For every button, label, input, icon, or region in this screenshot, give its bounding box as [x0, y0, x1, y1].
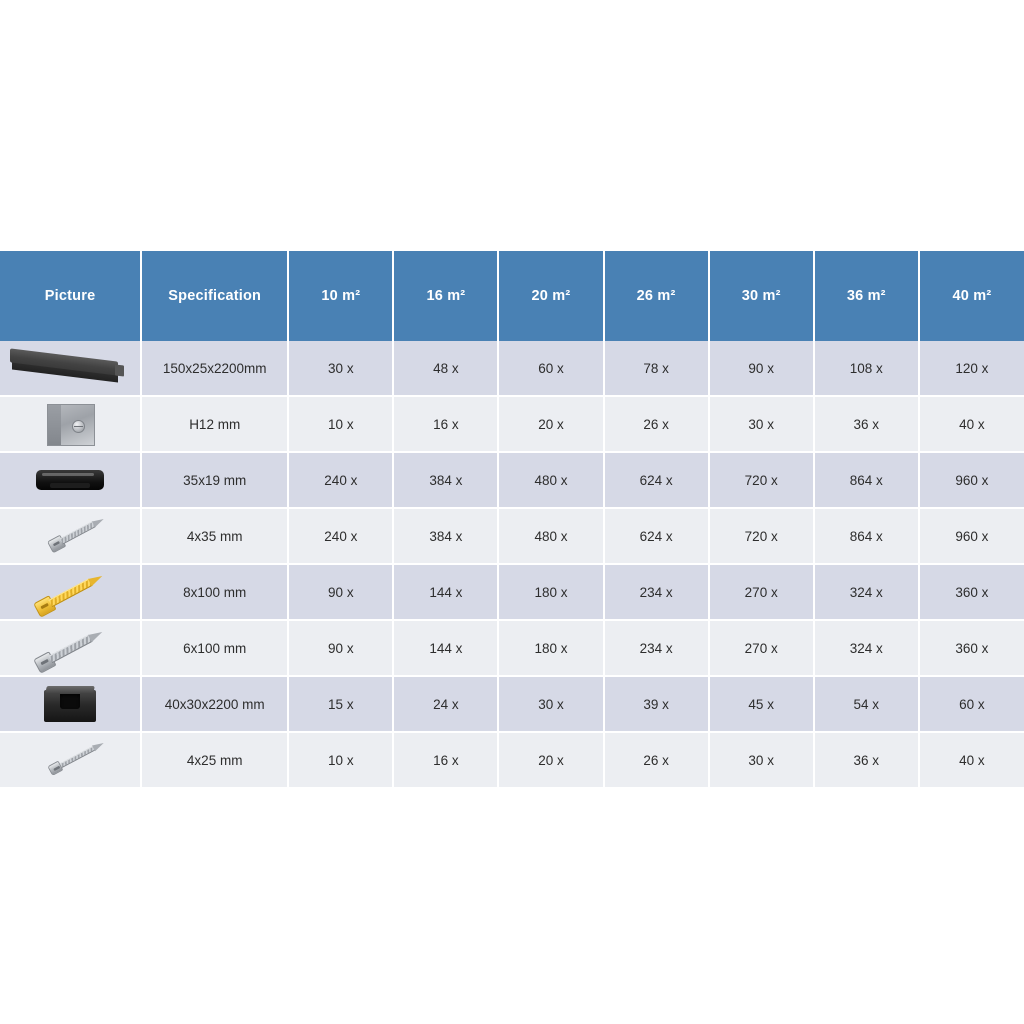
column-header-30m2: 30 m² — [709, 251, 814, 341]
specification-cell: 150x25x2200mm — [141, 341, 288, 396]
decking-board-icon — [10, 351, 122, 383]
picture-cell — [0, 508, 141, 564]
steel-screw-icon — [47, 519, 94, 552]
quantity-cell-30m2: 30 x — [709, 396, 814, 452]
quantity-cell-20m2: 480 x — [498, 508, 603, 564]
quantity-cell-40m2: 360 x — [919, 620, 1024, 676]
metal-bracket-plate-icon — [47, 404, 95, 446]
quantity-cell-36m2: 864 x — [814, 452, 919, 508]
picture-cell — [0, 732, 141, 788]
column-header-16m2: 16 m² — [393, 251, 498, 341]
quantity-cell-30m2: 30 x — [709, 732, 814, 788]
picture-cell — [0, 564, 141, 620]
quantity-cell-10m2: 10 x — [288, 396, 393, 452]
quantity-cell-36m2: 324 x — [814, 564, 919, 620]
specification-cell: 8x100 mm — [141, 564, 288, 620]
specification-cell: 4x35 mm — [141, 508, 288, 564]
quantity-cell-16m2: 24 x — [393, 676, 498, 732]
quantity-cell-40m2: 60 x — [919, 676, 1024, 732]
quantity-cell-26m2: 624 x — [604, 508, 709, 564]
quantity-cell-26m2: 39 x — [604, 676, 709, 732]
quantity-cell-16m2: 16 x — [393, 396, 498, 452]
quantity-cell-30m2: 270 x — [709, 620, 814, 676]
picture-cell — [0, 620, 141, 676]
quantity-cell-26m2: 26 x — [604, 732, 709, 788]
quantity-cell-30m2: 90 x — [709, 341, 814, 396]
gold-screw-icon — [33, 567, 108, 617]
table-body — [0, 341, 1024, 788]
quantity-cell-10m2: 10 x — [288, 732, 393, 788]
table-header — [0, 251, 1024, 341]
specification-cell: 6x100 mm — [141, 620, 288, 676]
quantity-cell-36m2: 54 x — [814, 676, 919, 732]
specification-cell: 4x25 mm — [141, 732, 288, 788]
quantity-cell-10m2: 90 x — [288, 620, 393, 676]
spec-table-container — [0, 251, 1024, 789]
quantity-cell-30m2: 720 x — [709, 508, 814, 564]
quantity-cell-10m2: 30 x — [288, 341, 393, 396]
quantity-cell-10m2: 15 x — [288, 676, 393, 732]
column-header-20m2: 20 m² — [498, 251, 603, 341]
quantity-cell-20m2: 60 x — [498, 341, 603, 396]
table-row — [0, 341, 1024, 396]
column-header-36m2: 36 m² — [814, 251, 919, 341]
quantity-cell-20m2: 180 x — [498, 564, 603, 620]
quantity-cell-26m2: 624 x — [604, 452, 709, 508]
quantity-cell-16m2: 144 x — [393, 564, 498, 620]
quantity-cell-16m2: 384 x — [393, 452, 498, 508]
quantity-cell-40m2: 120 x — [919, 341, 1024, 396]
joist-profile-icon — [44, 684, 96, 724]
quantity-cell-36m2: 324 x — [814, 620, 919, 676]
quantity-cell-20m2: 30 x — [498, 676, 603, 732]
quantity-cell-36m2: 36 x — [814, 732, 919, 788]
column-header-40m2: 40 m² — [919, 251, 1024, 341]
quantity-cell-40m2: 40 x — [919, 732, 1024, 788]
quantity-cell-26m2: 78 x — [604, 341, 709, 396]
quantity-cell-20m2: 20 x — [498, 732, 603, 788]
quantity-cell-40m2: 40 x — [919, 396, 1024, 452]
picture-cell — [0, 452, 141, 508]
column-header-picture: Picture — [0, 251, 141, 341]
specification-cell: 40x30x2200 mm — [141, 676, 288, 732]
quantity-cell-36m2: 36 x — [814, 396, 919, 452]
quantity-cell-20m2: 480 x — [498, 452, 603, 508]
table-row — [0, 452, 1024, 508]
table-row — [0, 732, 1024, 788]
specification-cell: 35x19 mm — [141, 452, 288, 508]
quantity-cell-40m2: 960 x — [919, 508, 1024, 564]
quantity-cell-16m2: 384 x — [393, 508, 498, 564]
quantity-cell-20m2: 180 x — [498, 620, 603, 676]
quantity-cell-30m2: 720 x — [709, 452, 814, 508]
quantity-cell-20m2: 20 x — [498, 396, 603, 452]
component-quantity-table — [0, 251, 1024, 789]
quantity-cell-26m2: 234 x — [604, 564, 709, 620]
quantity-cell-16m2: 144 x — [393, 620, 498, 676]
table-row — [0, 396, 1024, 452]
column-header-26m2: 26 m² — [604, 251, 709, 341]
picture-cell — [0, 341, 141, 396]
quantity-cell-30m2: 45 x — [709, 676, 814, 732]
table-row — [0, 508, 1024, 564]
specification-cell: H12 mm — [141, 396, 288, 452]
column-header-10m2: 10 m² — [288, 251, 393, 341]
quantity-cell-16m2: 16 x — [393, 732, 498, 788]
quantity-cell-36m2: 108 x — [814, 341, 919, 396]
quantity-cell-16m2: 48 x — [393, 341, 498, 396]
quantity-cell-10m2: 240 x — [288, 508, 393, 564]
small-screw-icon — [47, 743, 94, 776]
table-row — [0, 620, 1024, 676]
quantity-cell-26m2: 234 x — [604, 620, 709, 676]
picture-cell — [0, 676, 141, 732]
column-header-specification: Specification — [141, 251, 288, 341]
quantity-cell-36m2: 864 x — [814, 508, 919, 564]
table-row — [0, 676, 1024, 732]
table-header-row — [0, 251, 1024, 341]
quantity-cell-26m2: 26 x — [604, 396, 709, 452]
long-screw-icon — [33, 623, 108, 673]
quantity-cell-10m2: 90 x — [288, 564, 393, 620]
quantity-cell-30m2: 270 x — [709, 564, 814, 620]
plastic-clip-icon — [36, 470, 104, 490]
table-row — [0, 564, 1024, 620]
quantity-cell-10m2: 240 x — [288, 452, 393, 508]
quantity-cell-40m2: 360 x — [919, 564, 1024, 620]
quantity-cell-40m2: 960 x — [919, 452, 1024, 508]
picture-cell — [0, 396, 141, 452]
